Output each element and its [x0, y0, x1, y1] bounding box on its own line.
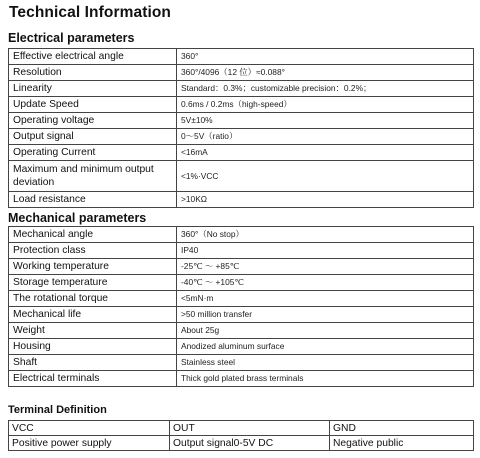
param-label: Weight	[9, 323, 177, 339]
param-label: Housing	[9, 339, 177, 355]
terminal-header-row	[9, 421, 474, 436]
param-label: Mechanical angle	[9, 227, 177, 243]
param-value: About 25g	[177, 323, 474, 339]
param-value: <16mA	[177, 145, 474, 161]
terminal-heading: Terminal Definition	[8, 404, 107, 416]
terminal-header-gnd: GND	[330, 421, 474, 436]
param-label: Storage temperature	[9, 275, 177, 291]
param-label: Resolution	[9, 65, 177, 81]
table-row	[9, 259, 474, 275]
param-label: Mechanical life	[9, 307, 177, 323]
param-label: Operating Current	[9, 145, 177, 161]
terminal-desc-gnd: Negative public	[330, 436, 474, 451]
param-label: Effective electrical angle	[9, 49, 177, 65]
param-label: Output signal	[9, 129, 177, 145]
table-row	[9, 49, 474, 65]
param-label: Electrical terminals	[9, 371, 177, 387]
table-row	[9, 307, 474, 323]
terminal-desc-out: Output signal0-5V DC	[170, 436, 330, 451]
terminal-header-out: OUT	[170, 421, 330, 436]
param-label: Shaft	[9, 355, 177, 371]
electrical-table	[8, 48, 474, 208]
table-row	[9, 113, 474, 129]
terminal-desc-row	[9, 436, 474, 451]
param-value: 0～5V（ratio）	[177, 129, 474, 145]
param-value: <5mN·m	[177, 291, 474, 307]
param-value: 5V±10%	[177, 113, 474, 129]
param-value: >10KΩ	[177, 192, 474, 208]
table-row	[9, 192, 474, 208]
param-label: Update Speed	[9, 97, 177, 113]
param-value: Anodized aluminum surface	[177, 339, 474, 355]
param-value: <1%·VCC	[177, 161, 474, 192]
param-value: 360°/4096（12 位）≈0.088°	[177, 65, 474, 81]
param-label: Maximum and minimum output deviation	[9, 161, 177, 192]
mechanical-table	[8, 226, 474, 387]
table-row	[9, 323, 474, 339]
table-row	[9, 243, 474, 259]
param-value: 0.6ms / 0.2ms（high-speed）	[177, 97, 474, 113]
table-row	[9, 129, 474, 145]
param-value: IP40	[177, 243, 474, 259]
param-label: The rotational torque	[9, 291, 177, 307]
table-row	[9, 81, 474, 97]
mechanical-heading: Mechanical parameters	[8, 211, 147, 225]
table-row	[9, 355, 474, 371]
param-value: -40℃ ～ +105℃	[177, 275, 474, 291]
page-title: Technical Information	[9, 4, 171, 21]
terminal-table	[8, 420, 474, 451]
table-row	[9, 371, 474, 387]
table-row	[9, 97, 474, 113]
table-row	[9, 145, 474, 161]
terminal-header-vcc: VCC	[9, 421, 170, 436]
table-row	[9, 227, 474, 243]
table-row	[9, 65, 474, 81]
param-label: Operating voltage	[9, 113, 177, 129]
param-value: >50 million transfer	[177, 307, 474, 323]
terminal-desc-vcc: Positive power supply	[9, 436, 170, 451]
param-value: Stainless steel	[177, 355, 474, 371]
table-row	[9, 339, 474, 355]
param-value: 360°（No stop）	[177, 227, 474, 243]
param-label: Working temperature	[9, 259, 177, 275]
table-row	[9, 275, 474, 291]
param-value: Thick gold plated brass terminals	[177, 371, 474, 387]
table-row	[9, 161, 474, 192]
param-value: 360°	[177, 49, 474, 65]
param-label: Load resistance	[9, 192, 177, 208]
electrical-heading: Electrical parameters	[8, 31, 135, 45]
table-row	[9, 291, 474, 307]
param-label: Linearity	[9, 81, 177, 97]
param-value: -25℃ ～ +85℃	[177, 259, 474, 275]
param-label: Protection class	[9, 243, 177, 259]
param-value: Standard：0.3%；customizable precision：0.2%；	[177, 81, 474, 97]
